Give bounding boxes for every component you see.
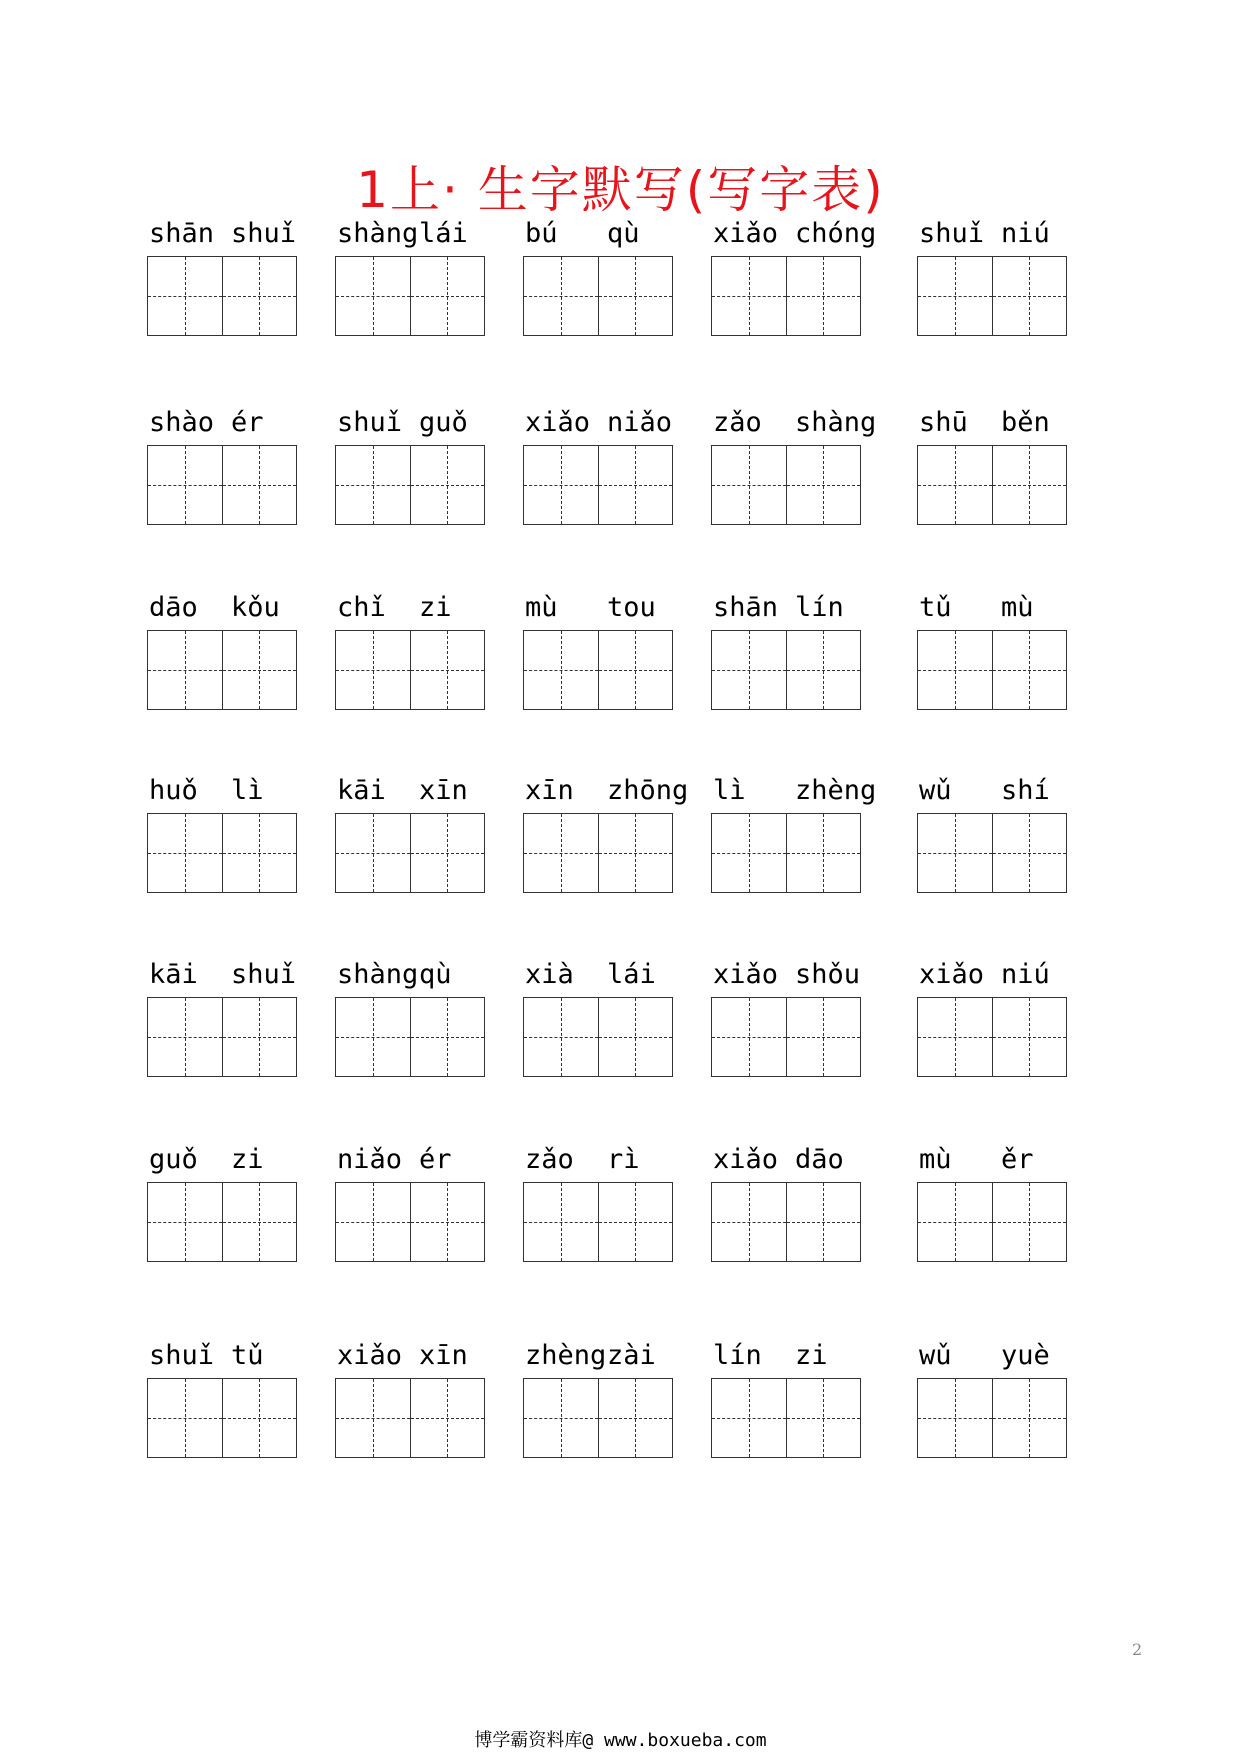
word-cell [711,588,891,728]
pinyin-syllable-2: guǒ [419,407,468,438]
tian-zi-ge-box[interactable] [410,631,485,709]
pinyin-syllable-2: shàng [795,407,877,438]
tian-zi-ge-box[interactable] [524,998,598,1076]
pinyin-syllable-2: xīn [419,775,468,806]
pinyin-syllable-2: qù [419,959,452,990]
pinyin-label [917,214,1097,254]
pinyin-label [147,1336,327,1376]
pinyin-syllable-2: lín [795,592,844,623]
word-cell [523,214,703,354]
pinyin-label [147,1140,327,1180]
pinyin-syllable-1: wǔ [919,775,952,806]
word-cell [917,1336,1097,1476]
pinyin-syllable-1: lín [713,1340,762,1371]
tian-zi-ge-box[interactable] [712,631,786,709]
tian-zi-ge-box[interactable] [336,1379,410,1457]
pinyin-label [711,214,891,254]
pinyin-syllable-1: shān [149,218,215,249]
pinyin-syllable-1: huǒ [149,775,198,806]
pinyin-syllable-1: zǎo [525,1144,574,1175]
writing-boxes[interactable] [523,813,673,893]
pinyin-syllable-2: qù [607,218,640,249]
tian-zi-ge-box[interactable] [992,631,1067,709]
page-title: 1上· 生字默写(写字表) [356,161,885,219]
tian-zi-ge-box[interactable] [336,631,410,709]
pinyin-syllable-2: ér [231,407,264,438]
pinyin-label [147,214,327,254]
writing-boxes[interactable] [711,1378,861,1458]
tian-zi-ge-box[interactable] [222,446,297,524]
writing-boxes[interactable] [711,997,861,1077]
writing-boxes[interactable] [523,1182,673,1262]
pinyin-label [917,1140,1097,1180]
word-cell [711,955,891,1095]
pinyin-syllable-2: niú [1001,959,1050,990]
pinyin-label [523,955,703,995]
pinyin-syllable-2: lái [419,218,468,249]
pinyin-syllable-1: bú [525,218,558,249]
pinyin-syllable-1: guǒ [149,1144,198,1175]
tian-zi-ge-box[interactable] [148,814,222,892]
tian-zi-ge-box[interactable] [712,446,786,524]
pinyin-label [917,588,1097,628]
pinyin-syllable-2: ěr [1001,1144,1034,1175]
word-cell [147,1140,327,1280]
word-cell [335,1336,515,1476]
pinyin-label [523,403,703,443]
pinyin-syllable-1: mù [525,592,558,623]
tian-zi-ge-box[interactable] [918,998,992,1076]
tian-zi-ge-box[interactable] [786,446,861,524]
page-number: 2 [1132,1640,1143,1659]
word-cell [335,403,515,543]
pinyin-syllable-2: yuè [1001,1340,1050,1371]
word-cell [147,214,327,354]
word-cell [147,1336,327,1476]
pinyin-syllable-1: chǐ [337,592,386,623]
pinyin-syllable-2: zhōng [607,775,689,806]
tian-zi-ge-box[interactable] [992,257,1067,335]
pinyin-syllable-2: ér [419,1144,452,1175]
pinyin-syllable-2: mù [1001,592,1034,623]
tian-zi-ge-box[interactable] [918,1183,992,1261]
writing-boxes[interactable] [147,1182,297,1262]
tian-zi-ge-box[interactable] [524,814,598,892]
pinyin-syllable-2: kǒu [231,592,280,623]
writing-boxes[interactable] [335,997,485,1077]
word-cell [523,1140,703,1280]
tian-zi-ge-box[interactable] [598,814,673,892]
pinyin-label [147,588,327,628]
writing-boxes[interactable] [147,813,297,893]
writing-boxes[interactable] [917,1182,1067,1262]
word-cell [917,214,1097,354]
writing-boxes[interactable] [523,630,673,710]
word-cell [711,403,891,543]
writing-boxes[interactable] [711,813,861,893]
tian-zi-ge-box[interactable] [786,1379,861,1457]
pinyin-syllable-2: lái [607,959,656,990]
tian-zi-ge-box[interactable] [712,257,786,335]
tian-zi-ge-box[interactable] [786,814,861,892]
tian-zi-ge-box[interactable] [786,631,861,709]
writing-boxes[interactable] [147,1378,297,1458]
writing-boxes[interactable] [335,256,485,336]
pinyin-label [523,771,703,811]
pinyin-syllable-1: xiǎo [713,959,779,990]
pinyin-syllable-2: rì [607,1144,640,1175]
pinyin-syllable-1: shàng [337,218,419,249]
tian-zi-ge-box[interactable] [410,998,485,1076]
word-cell [523,588,703,728]
pinyin-syllable-1: wǔ [919,1340,952,1371]
tian-zi-ge-box[interactable] [410,1183,485,1261]
writing-boxes[interactable] [917,813,1067,893]
writing-boxes[interactable] [335,445,485,525]
word-cell [711,214,891,354]
tian-zi-ge-box[interactable] [992,446,1067,524]
pinyin-syllable-2: niǎo [607,407,673,438]
pinyin-syllable-1: zǎo [713,407,762,438]
word-cell [711,771,891,911]
word-cell [917,955,1097,1095]
word-cell [711,1140,891,1280]
pinyin-label [711,771,891,811]
word-cell [147,955,327,1095]
pinyin-syllable-2: shǒu [795,959,861,990]
pinyin-syllable-2: zi [795,1340,828,1371]
writing-boxes[interactable] [335,813,485,893]
writing-boxes[interactable] [335,1182,485,1262]
tian-zi-ge-box[interactable] [992,998,1067,1076]
tian-zi-ge-box[interactable] [524,257,598,335]
tian-zi-ge-box[interactable] [336,446,410,524]
tian-zi-ge-box[interactable] [918,257,992,335]
tian-zi-ge-box[interactable] [918,814,992,892]
pinyin-syllable-1: shū [919,407,968,438]
pinyin-label [917,955,1097,995]
pinyin-label [335,1140,515,1180]
pinyin-label [711,588,891,628]
tian-zi-ge-box[interactable] [524,1379,598,1457]
tian-zi-ge-box[interactable] [918,446,992,524]
pinyin-syllable-2: tou [607,592,656,623]
writing-boxes[interactable] [335,630,485,710]
writing-boxes[interactable] [711,256,861,336]
tian-zi-ge-box[interactable] [222,1379,297,1457]
tian-zi-ge-box[interactable] [222,814,297,892]
tian-zi-ge-box[interactable] [598,1379,673,1457]
tian-zi-ge-box[interactable] [992,1183,1067,1261]
tian-zi-ge-box[interactable] [712,1379,786,1457]
pinyin-syllable-2: zhèng [795,775,877,806]
word-cell [147,588,327,728]
pinyin-syllable-2: niú [1001,218,1050,249]
tian-zi-ge-box[interactable] [410,446,485,524]
writing-boxes[interactable] [917,256,1067,336]
pinyin-syllable-2: běn [1001,407,1050,438]
word-cell [917,403,1097,543]
pinyin-label [523,1336,703,1376]
tian-zi-ge-box[interactable] [712,998,786,1076]
word-cell [335,214,515,354]
tian-zi-ge-box[interactable] [918,631,992,709]
word-cell [147,403,327,543]
tian-zi-ge-box[interactable] [598,631,673,709]
pinyin-syllable-2: zi [419,592,452,623]
pinyin-syllable-2: chóng [795,218,877,249]
pinyin-syllable-1: xiǎo [713,1144,779,1175]
tian-zi-ge-box[interactable] [598,257,673,335]
writing-boxes[interactable] [711,1182,861,1262]
word-cell [335,771,515,911]
tian-zi-ge-box[interactable] [336,257,410,335]
pinyin-label [335,1336,515,1376]
writing-boxes[interactable] [917,630,1067,710]
word-cell [523,1336,703,1476]
pinyin-syllable-1: shàng [337,959,419,990]
tian-zi-ge-box[interactable] [786,998,861,1076]
writing-boxes[interactable] [523,445,673,525]
writing-boxes[interactable] [917,997,1067,1077]
pinyin-label [711,1336,891,1376]
tian-zi-ge-box[interactable] [410,814,485,892]
tian-zi-ge-box[interactable] [918,1379,992,1457]
pinyin-syllable-1: shuǐ [337,407,403,438]
pinyin-syllable-1: xīn [525,775,574,806]
pinyin-label [335,588,515,628]
writing-boxes[interactable] [147,630,297,710]
word-cell [335,588,515,728]
footer-watermark: 博学霸资料库@ www.boxueba.com [474,1730,767,1751]
writing-boxes[interactable] [335,1378,485,1458]
writing-boxes[interactable] [523,1378,673,1458]
pinyin-label [711,403,891,443]
tian-zi-ge-box[interactable] [410,257,485,335]
pinyin-label [523,1140,703,1180]
tian-zi-ge-box[interactable] [786,257,861,335]
pinyin-label [917,1336,1097,1376]
word-cell [147,771,327,911]
pinyin-syllable-1: xiǎo [525,407,591,438]
tian-zi-ge-box[interactable] [222,631,297,709]
tian-zi-ge-box[interactable] [148,1379,222,1457]
pinyin-label [917,771,1097,811]
writing-boxes[interactable] [147,445,297,525]
pinyin-label [147,403,327,443]
pinyin-syllable-1: zhèng [525,1340,607,1371]
word-cell [917,1140,1097,1280]
word-cell [335,1140,515,1280]
pinyin-syllable-1: dāo [149,592,198,623]
tian-zi-ge-box[interactable] [712,814,786,892]
pinyin-syllable-2: lì [231,775,264,806]
tian-zi-ge-box[interactable] [524,446,598,524]
pinyin-syllable-2: shuǐ [231,959,297,990]
pinyin-label [523,588,703,628]
pinyin-label [147,771,327,811]
pinyin-label [711,955,891,995]
pinyin-syllable-2: zi [231,1144,264,1175]
pinyin-label [335,955,515,995]
pinyin-label [711,1140,891,1180]
pinyin-syllable-1: shào [149,407,215,438]
pinyin-syllable-1: shuǐ [149,1340,215,1371]
pinyin-syllable-1: lì [713,775,746,806]
tian-zi-ge-box[interactable] [598,446,673,524]
tian-zi-ge-box[interactable] [148,446,222,524]
pinyin-syllable-2: shí [1001,775,1050,806]
word-cell [523,771,703,911]
tian-zi-ge-box[interactable] [992,814,1067,892]
pinyin-syllable-1: kāi [149,959,198,990]
tian-zi-ge-box[interactable] [524,1183,598,1261]
pinyin-syllable-1: niǎo [337,1144,403,1175]
tian-zi-ge-box[interactable] [222,998,297,1076]
word-cell [917,588,1097,728]
tian-zi-ge-box[interactable] [524,631,598,709]
writing-boxes[interactable] [917,445,1067,525]
tian-zi-ge-box[interactable] [222,257,297,335]
tian-zi-ge-box[interactable] [598,1183,673,1261]
pinyin-syllable-1: tǔ [919,592,952,623]
pinyin-syllable-1: xiǎo [713,218,779,249]
pinyin-syllable-2: zài [607,1340,656,1371]
pinyin-syllable-1: mù [919,1144,952,1175]
pinyin-syllable-2: xīn [419,1340,468,1371]
pinyin-syllable-1: xiǎo [337,1340,403,1371]
pinyin-syllable-2: tǔ [231,1340,264,1371]
pinyin-syllable-1: xià [525,959,574,990]
word-cell [335,955,515,1095]
tian-zi-ge-box[interactable] [786,1183,861,1261]
pinyin-syllable-2: dāo [795,1144,844,1175]
tian-zi-ge-box[interactable] [336,814,410,892]
tian-zi-ge-box[interactable] [148,257,222,335]
tian-zi-ge-box[interactable] [992,1379,1067,1457]
writing-boxes[interactable] [917,1378,1067,1458]
tian-zi-ge-box[interactable] [148,631,222,709]
tian-zi-ge-box[interactable] [410,1379,485,1457]
pinyin-label [335,403,515,443]
writing-boxes[interactable] [711,445,861,525]
writing-boxes[interactable] [523,997,673,1077]
tian-zi-ge-box[interactable] [336,998,410,1076]
word-cell [711,1336,891,1476]
pinyin-syllable-1: shān [713,592,779,623]
pinyin-label [147,955,327,995]
tian-zi-ge-box[interactable] [712,1183,786,1261]
pinyin-label [523,214,703,254]
tian-zi-ge-box[interactable] [148,1183,222,1261]
pinyin-syllable-2: shuǐ [231,218,297,249]
word-cell [917,771,1097,911]
writing-boxes[interactable] [147,256,297,336]
tian-zi-ge-box[interactable] [222,1183,297,1261]
pinyin-label [335,771,515,811]
pinyin-label [335,214,515,254]
word-cell [523,955,703,1095]
pinyin-syllable-1: shuǐ [919,218,985,249]
pinyin-label [917,403,1097,443]
word-cell [523,403,703,543]
pinyin-syllable-1: kāi [337,775,386,806]
pinyin-syllable-1: xiǎo [919,959,985,990]
writing-boxes[interactable] [711,630,861,710]
tian-zi-ge-box[interactable] [336,1183,410,1261]
writing-boxes[interactable] [147,997,297,1077]
writing-boxes[interactable] [523,256,673,336]
tian-zi-ge-box[interactable] [598,998,673,1076]
tian-zi-ge-box[interactable] [148,998,222,1076]
